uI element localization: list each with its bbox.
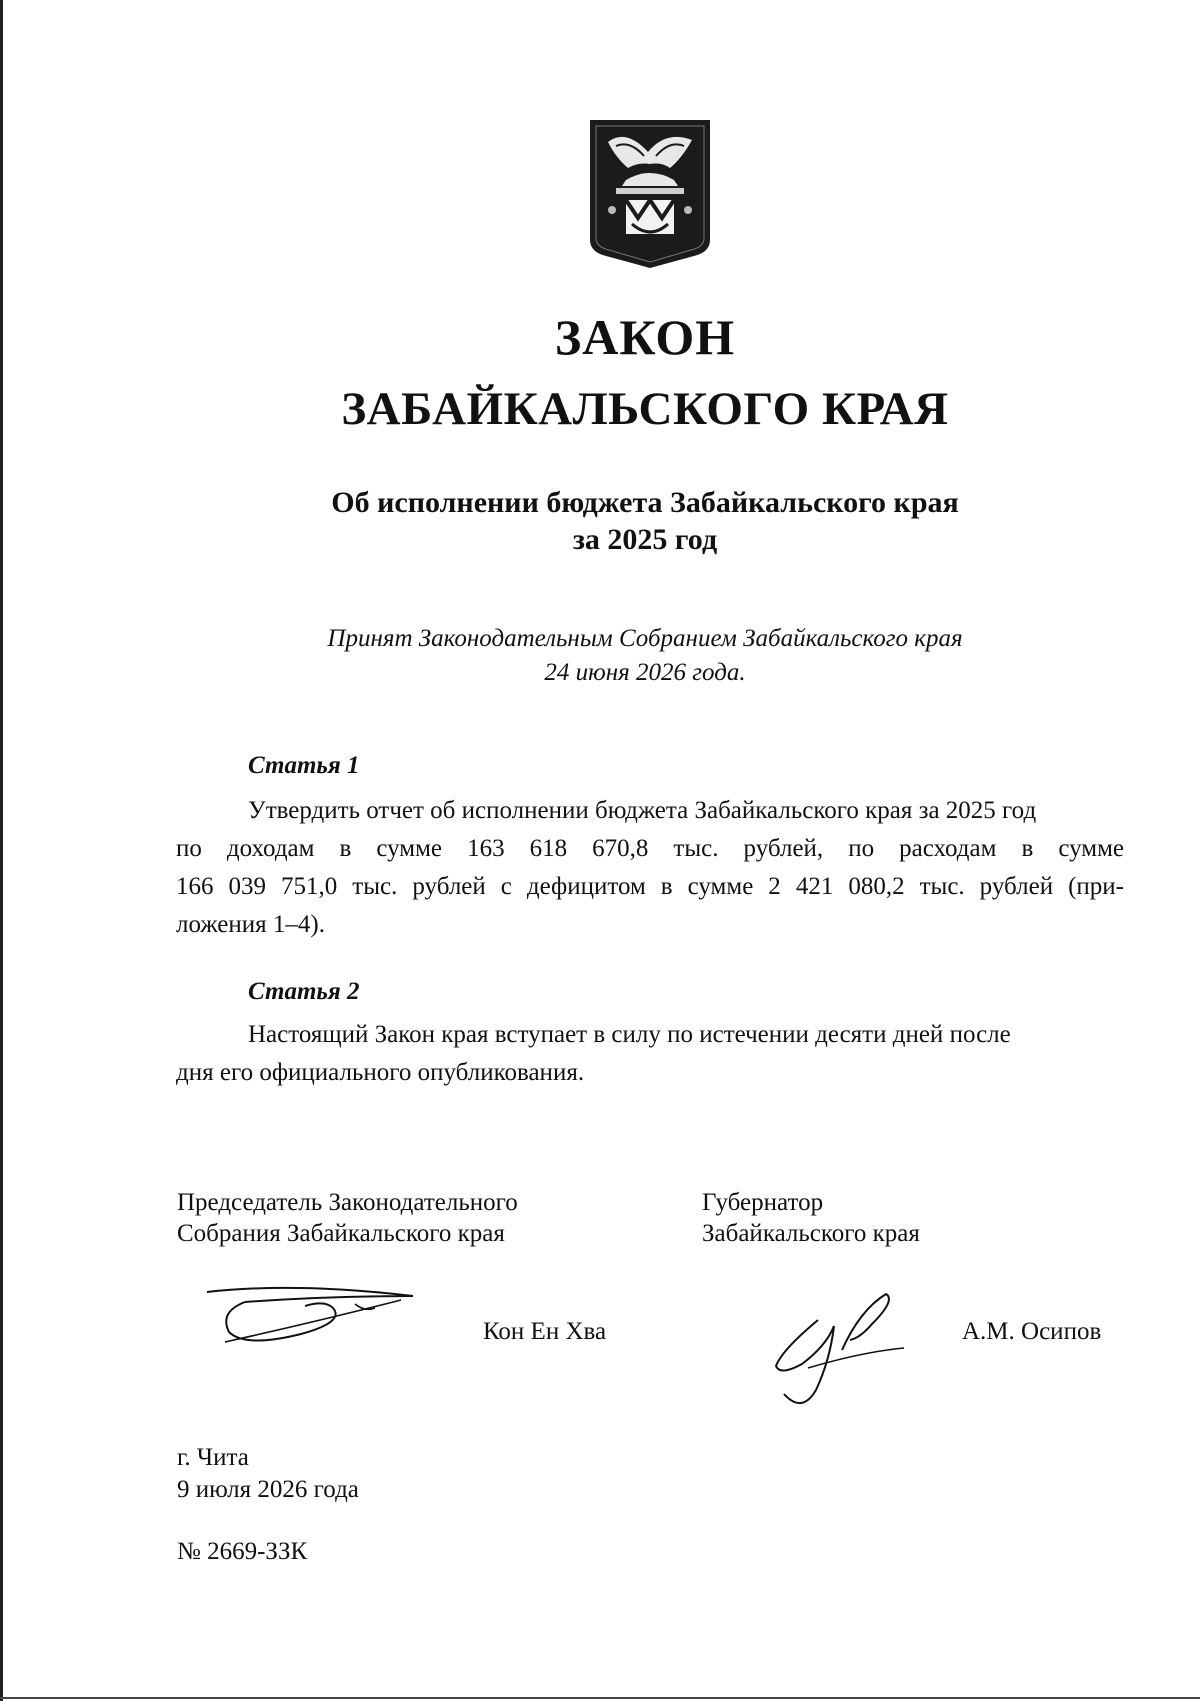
coat-of-arms-icon bbox=[586, 118, 714, 268]
article-1-heading: Статья 1 bbox=[248, 752, 360, 779]
law-subject bbox=[0, 484, 1200, 558]
article-2-line1: Настоящий Закон края вступает в силу по истечении десяти дней после bbox=[248, 1021, 1011, 1048]
article-1-line1: Утвердить отчет об исполнении бюджета Забайкальского края за 2025 год bbox=[248, 797, 1037, 824]
scan-edge-left bbox=[0, 0, 3, 1701]
law-number: № 2669-ЗЗК bbox=[177, 1538, 308, 1565]
adoption-note-line2: 24 июня 2026 года. bbox=[544, 659, 746, 686]
article-1-line4: ложения 1–4). bbox=[176, 911, 325, 938]
article-1-line2: по доходам в сумме 163 618 670,8 тыс. рублей, по расходам в сумме bbox=[176, 835, 1124, 862]
adoption-note bbox=[0, 622, 1200, 690]
chairman-name: Кон Ен Хва bbox=[483, 1318, 607, 1345]
scan-edge-bottom bbox=[0, 1697, 1200, 1699]
adoption-note-line1: Принят Законодательным Собранием Забайкальского края bbox=[327, 625, 963, 652]
chairman-position bbox=[177, 1187, 518, 1249]
governor-name: А.М. Осипов bbox=[962, 1318, 1102, 1345]
chairman-signature bbox=[205, 1282, 425, 1350]
chairman-position-line2: Собрания Забайкальского края bbox=[177, 1220, 505, 1247]
signing-date: 9 июля 2026 года bbox=[177, 1476, 359, 1503]
city: г. Чита bbox=[177, 1444, 249, 1471]
article-1-text bbox=[176, 792, 1124, 944]
law-subject-line2: за 2025 год bbox=[572, 523, 718, 556]
law-title-line2: ЗАБАЙКАЛЬСКОГО КРАЯ bbox=[341, 383, 949, 435]
article-2-heading: Статья 2 bbox=[248, 978, 360, 1005]
governor-position-line1: Губернатор bbox=[702, 1189, 824, 1216]
governor-position bbox=[702, 1187, 920, 1249]
governor-position-line2: Забайкальского края bbox=[702, 1220, 920, 1247]
law-title-line1: ЗАКОН bbox=[554, 309, 736, 365]
law-subject-line1: Об исполнении бюджета Забайкальского края bbox=[331, 486, 959, 519]
article-2-text bbox=[176, 1016, 1124, 1092]
governor-signature bbox=[772, 1290, 912, 1414]
article-1-line3: 166 039 751,0 тыс. рублей с дефицитом в сумме 2 421 080,2 тыс. рублей (при- bbox=[176, 873, 1124, 900]
article-2-line2: дня его официального опубликования. bbox=[176, 1059, 585, 1086]
chairman-position-line1: Председатель Законодательного bbox=[177, 1189, 518, 1216]
